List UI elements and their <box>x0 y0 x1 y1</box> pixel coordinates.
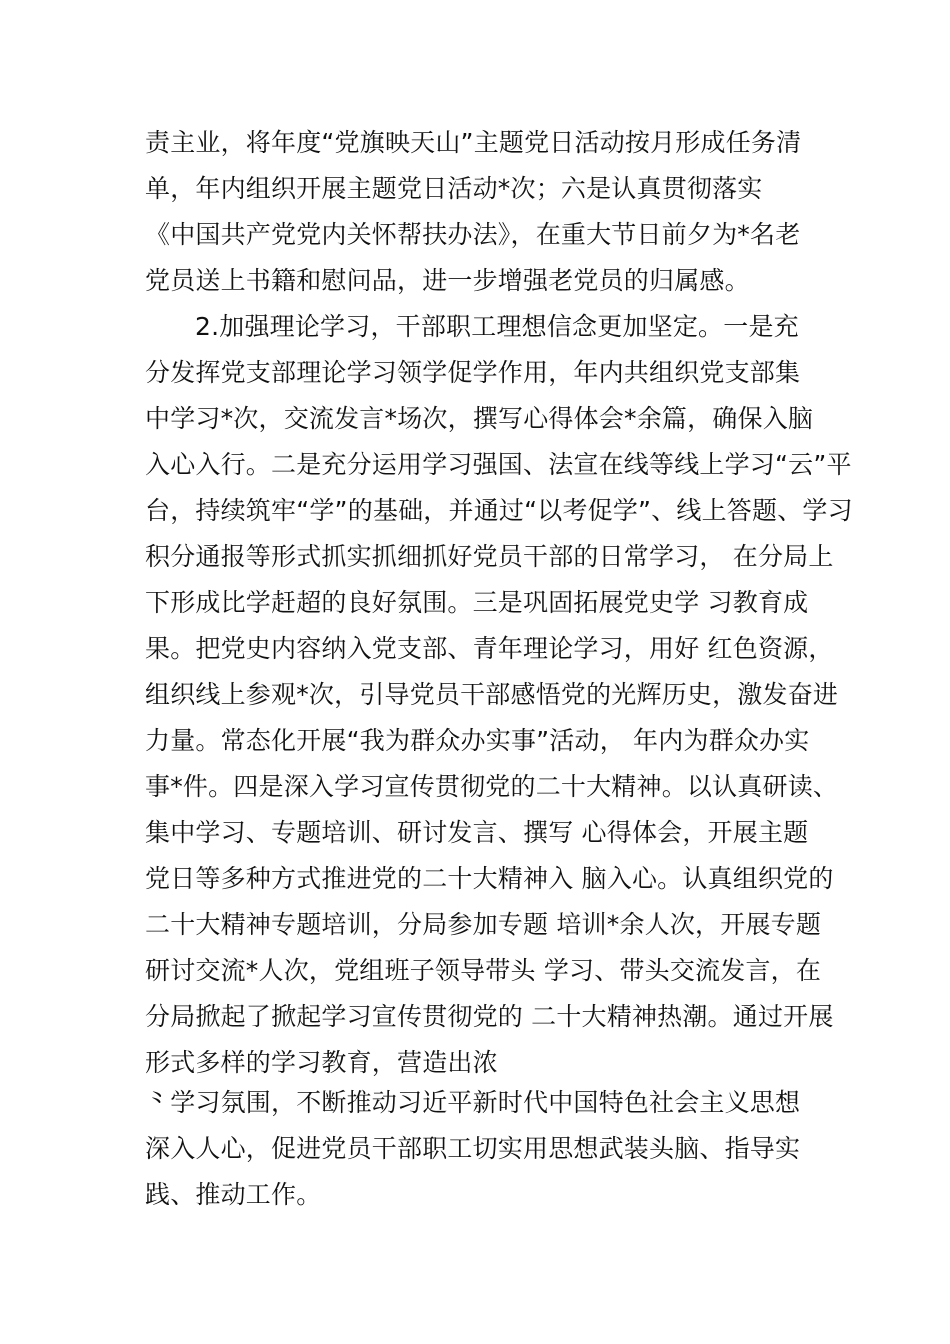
text-line: 果。把党史内容纳入党支部、青年理论学习，用好 红色资源， <box>145 634 834 663</box>
text-line: 责主业，将年度“党旗映天山”主题党日活动按月形成任务清 <box>145 128 802 157</box>
text-line: 台，持续筑牢“学”的基础，并通过“以考促学”、线上答题、学习 <box>145 496 853 525</box>
text-line: 分发挥党支部理论学习领学促学作用，年内共组织党支部集 <box>145 358 801 387</box>
text-line: 研讨交流*人次，党组班子领导带头 学习、带头交流发言，在 <box>145 956 822 985</box>
text-line: 中学习*次，交流发言*场次，撰写心得体会*余篇，确保入脑 <box>145 404 814 433</box>
text-line: 分局掀起了掀起学习宣传贯彻党的 二十大精神热潮。通过开展 <box>145 1002 834 1031</box>
text-line: 组织线上参观*次，引导党员干部感悟党的光辉历史，激发奋进 <box>145 680 839 709</box>
text-line: 党日等多种方式推进党的二十大精神入 脑入心。认真组织党的 <box>145 864 834 893</box>
text-line: 党员送上书籍和慰问品，进一步增强老党员的归属感。 <box>145 266 750 295</box>
text-line: 力量。常态化开展“我为群众办实事”活动， 年内为群众办实 <box>145 726 810 755</box>
text-line: 下形成比学赶超的良好氛围。三是巩固拓展党史学 习教育成 <box>145 588 809 617</box>
text-line: ⺀学习氛围，不断推动习近平新时代中国特色社会主义思想 <box>145 1088 801 1117</box>
text-line: 集中学习、专题培训、研讨发言、撰写 心得体会，开展主题 <box>145 818 809 847</box>
text-line: 单，年内组织开展主题党日活动*次；六是认真贯彻落实 <box>145 174 763 203</box>
text-line: 《中国共产党党内关怀帮扶办法》，在重大节日前夕为*名老 <box>145 220 801 249</box>
text-line: 二十大精神专题培训，分局参加专题 培训*余人次，开展专题 <box>145 910 822 939</box>
text-line: 积分通报等形式抓实抓细抓好党员干部的日常学习， 在分局上 <box>145 542 834 571</box>
paragraph-start-line: 2.加强理论学习，干部职工理想信念更加坚定。一是充 <box>195 312 799 341</box>
text-line: 事*件。四是深入学习宣传贯彻党的二十大精神。以认真研读、 <box>145 772 839 801</box>
text-line: 入心入行。二是充分运用学习强国、法宣在线等线上学习“云”平 <box>145 450 852 479</box>
text-line: 深入人心，促进党员干部职工切实用思想武装头脑、指导实 <box>145 1134 801 1163</box>
text-line: 践、推动工作。 <box>145 1180 322 1209</box>
text-line: 形式多样的学习教育，营造出浓 <box>145 1048 498 1077</box>
